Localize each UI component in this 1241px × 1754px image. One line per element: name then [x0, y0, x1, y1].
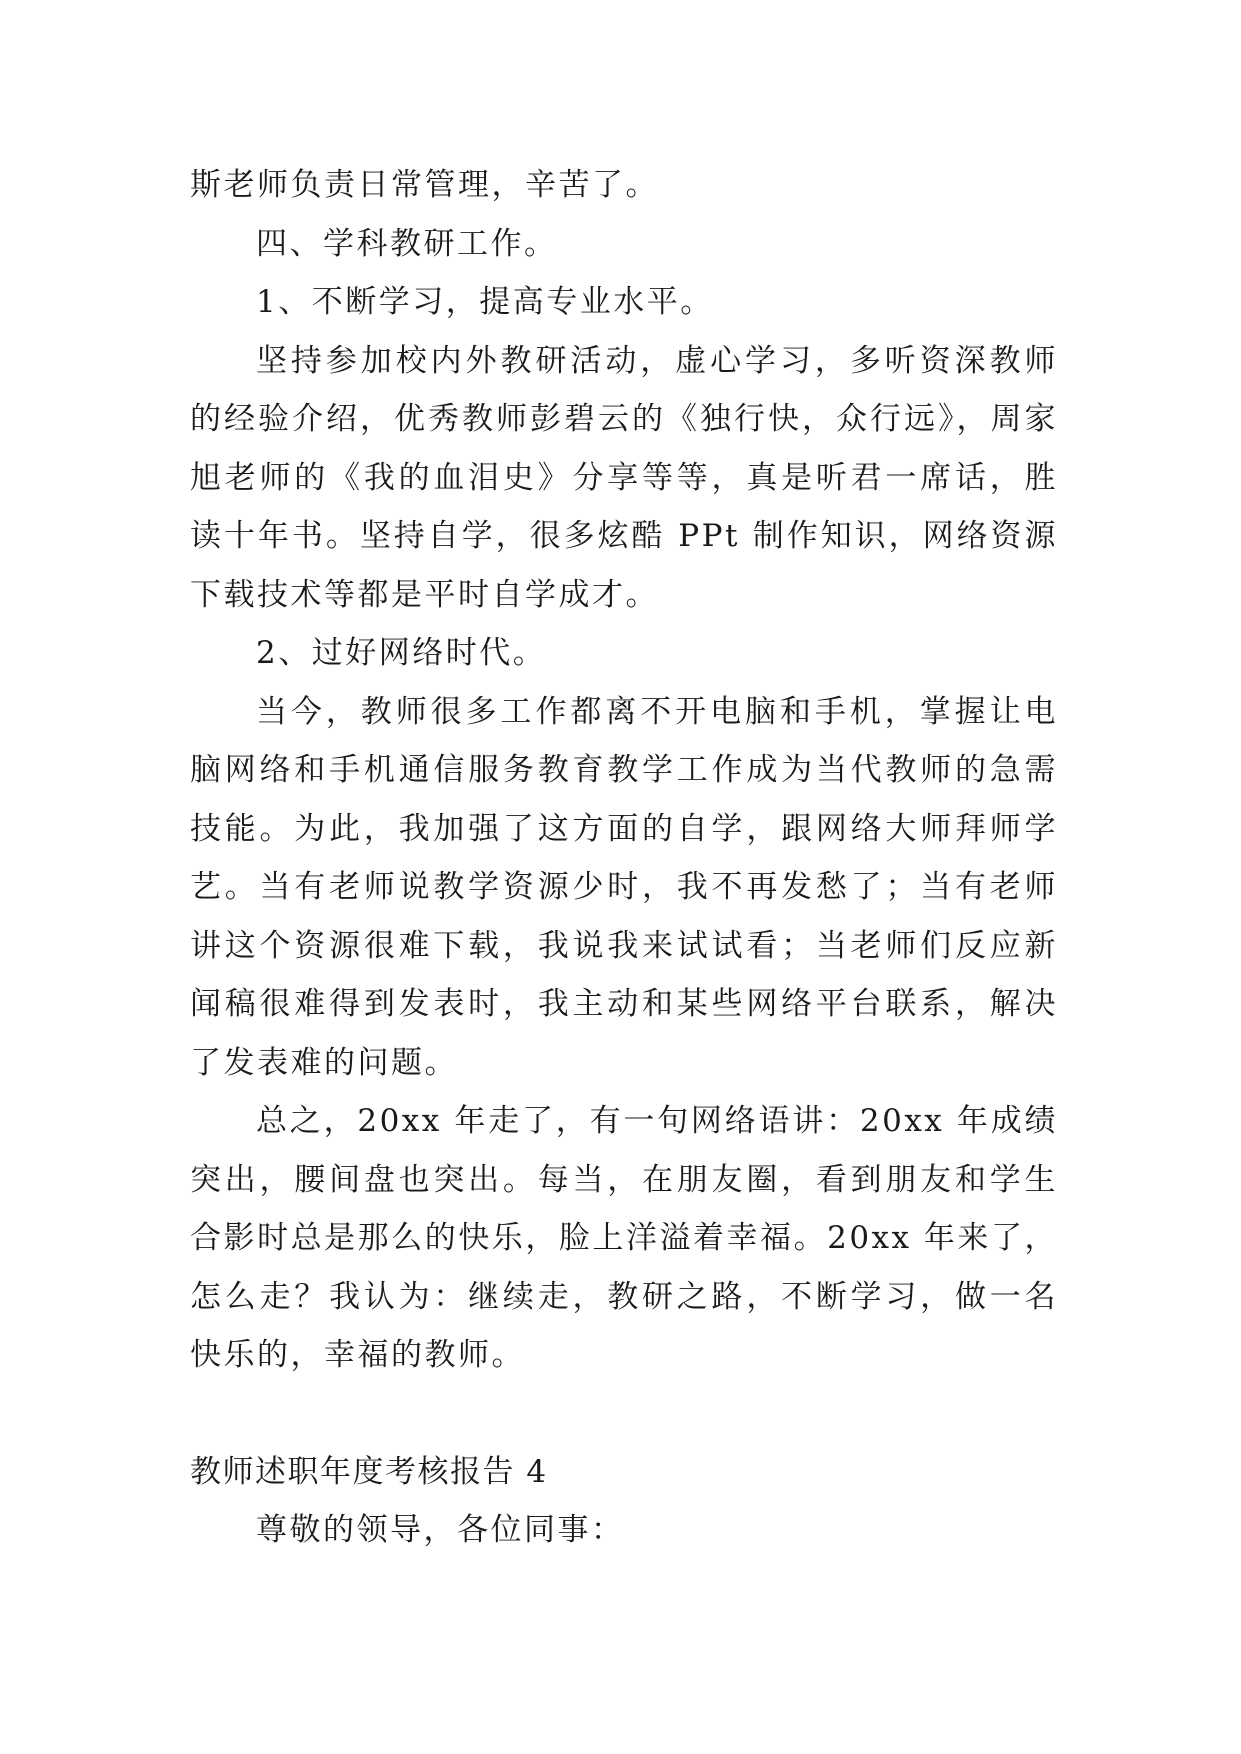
heading-section-four: 四、学科教研工作。 [256, 225, 558, 262]
document-body [190, 156, 1058, 1560]
subheading-network-era: 2、过好网络时代。 [256, 635, 547, 671]
paragraph-continuation: 斯老师负责日常管理，辛苦了。 [190, 167, 659, 203]
section-spacer [190, 1385, 1058, 1443]
salutation: 尊敬的领导，各位同事： [256, 1512, 625, 1548]
paragraph-conclusion: 总之，20xx 年走了，有一句网络语讲：20xx 年成绩突出，腰间盘也突出。每当，在朋友圈，看到朋友和学生合影时总是那么的快乐，脸上洋溢着幸福。20xx 年来了，怎么走？我认为：继续走，教研之路，不断学习，做一名快乐的，幸福的教师。 [190, 1103, 1058, 1373]
subheading-continuous-learning: 1、不断学习，提高专业水平。 [256, 284, 714, 320]
section-title: 教师述职年度考核报告 4 [190, 1453, 548, 1490]
paragraph-learning-activities: 坚持参加校内外教研活动，虚心学习，多听资深教师的经验介绍，优秀教师彭碧云的《独行快，众行远》，周家旭老师的《我的血泪史》分享等等，真是听君一席话，胜读十年书。坚持自学，很多炫酷 PPt 制作知识，网络资源下载技术等都是平时自学成才。 [190, 342, 1058, 613]
paragraph-network-skills: 当今，教师很多工作都离不开电脑和手机，掌握让电脑网络和手机通信服务教育教学工作成为当代教师的急需技能。为此，我加强了这方面的自学，跟网络大师拜师学艺。当有老师说教学资源少时，我不再发愁了；当有老师讲这个资源很难下载，我说我来试试看；当老师们反应新闻稿很难得到发表时，我主动和某些网络平台联系，解决了发表难的问题。 [190, 693, 1058, 1081]
